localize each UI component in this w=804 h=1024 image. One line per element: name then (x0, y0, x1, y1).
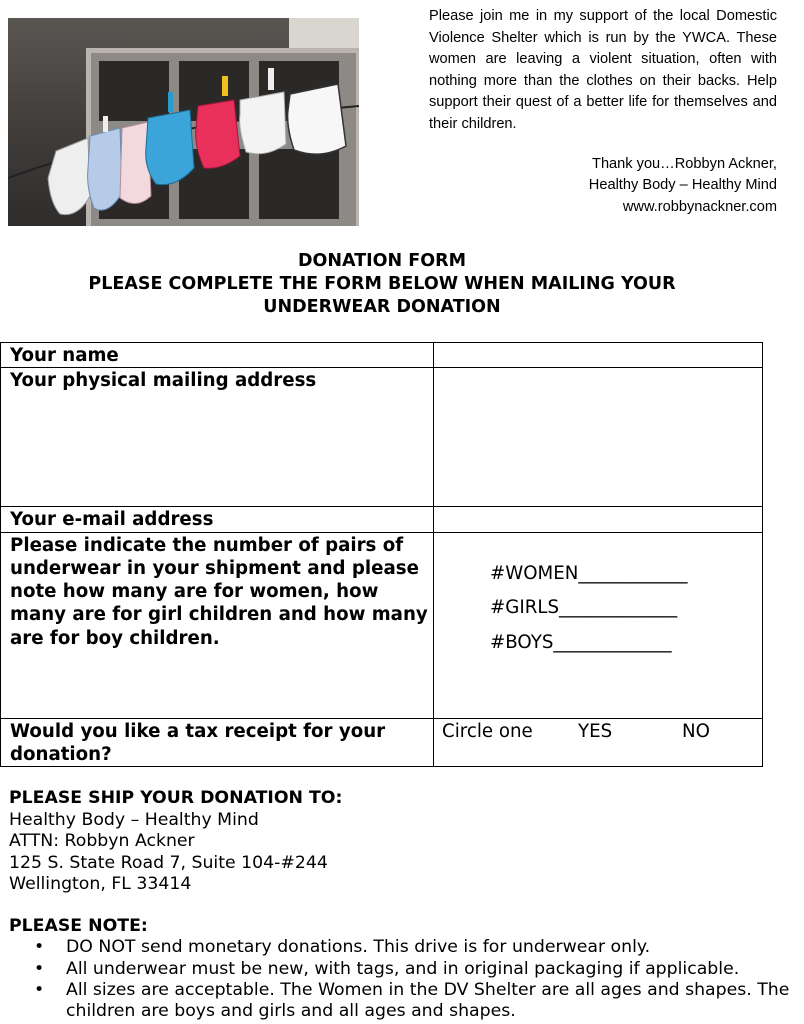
ship-to-line: Wellington, FL 33414 (9, 874, 192, 894)
email-field[interactable] (434, 507, 763, 532)
receipt-no-option[interactable]: NO (682, 720, 710, 742)
ship-to-line: 125 S. State Road 7, Suite 104-#244 (9, 852, 328, 873)
form-row-address (1, 368, 763, 507)
girls-count-field[interactable]: #GIRLS_____________ (490, 597, 678, 619)
address-label: Your physical mailing address (1, 368, 434, 507)
heading-line-2: PLEASE COMPLETE THE FORM BELOW WHEN MAILING YOUR (88, 274, 676, 294)
ship-to-line: ATTN: Robbyn Ackner (9, 831, 195, 851)
note-item: • DO NOT send monetary donations. This drive is for underwear only. (34, 937, 651, 958)
form-row-counts (1, 532, 763, 718)
clothesline-photo (8, 18, 359, 226)
ship-to-block (9, 788, 342, 896)
boys-count-field[interactable]: #BOYS_____________ (490, 632, 672, 654)
name-field[interactable] (434, 343, 763, 368)
bullet-icon: • (34, 958, 45, 979)
form-heading (0, 250, 764, 319)
signoff-website: www.robbynackner.com (622, 198, 777, 215)
note-item: • All sizes are acceptable. The Women in the DV Shelter are all ages and shapes. The children are boys and girls and all ages and shapes. (34, 979, 790, 1022)
address-field[interactable] (434, 368, 763, 507)
note-item: • All underwear must be new, with tags, and in original packaging if applicable. (34, 958, 740, 979)
name-label: Your name (1, 343, 434, 368)
ship-to-line: Healthy Body – Healthy Mind (9, 809, 259, 830)
heading-title: DONATION FORM (297, 251, 467, 271)
signoff-block (589, 154, 777, 218)
receipt-options (434, 718, 763, 767)
ship-to-title: PLEASE SHIP YOUR DONATION TO: (9, 788, 343, 808)
bullet-icon: • (34, 937, 45, 958)
receipt-yes-option[interactable]: YES (578, 720, 613, 742)
count-fields (434, 532, 763, 718)
note-title: PLEASE NOTE: (9, 916, 148, 936)
bullet-icon: • (34, 979, 45, 1000)
intro-paragraph: Please join me in my support of the local Domestic Violence Shelter which is run by the YWCA. These women are leaving a violent situation, often with nothing more than the clothes on their backs. Help support their quest of a better life for themselves and their children. (429, 8, 777, 132)
signoff-company: Healthy Body – Healthy Mind (588, 177, 777, 194)
heading-line-3: UNDERWEAR DONATION (263, 297, 501, 317)
donation-form-table (0, 342, 763, 767)
note-list (9, 937, 804, 1022)
count-label: Please indicate the number of pairs of underwear in your shipment and please note how many are for women, how many are for girl children and how many are for boy children. (1, 532, 434, 718)
signoff-thanks: Thank you…Robbyn Ackner, (592, 156, 777, 172)
form-row-email (1, 507, 763, 532)
form-row-name (1, 343, 763, 368)
form-row-receipt (1, 718, 763, 767)
laundry-drawing (8, 18, 359, 226)
note-block (9, 916, 804, 1022)
receipt-label: Would you like a tax receipt for your donation? (1, 718, 434, 767)
women-count-field[interactable]: #WOMEN____________ (490, 562, 688, 584)
email-label: Your e-mail address (1, 507, 434, 532)
circle-one-label: Circle one (442, 720, 533, 742)
